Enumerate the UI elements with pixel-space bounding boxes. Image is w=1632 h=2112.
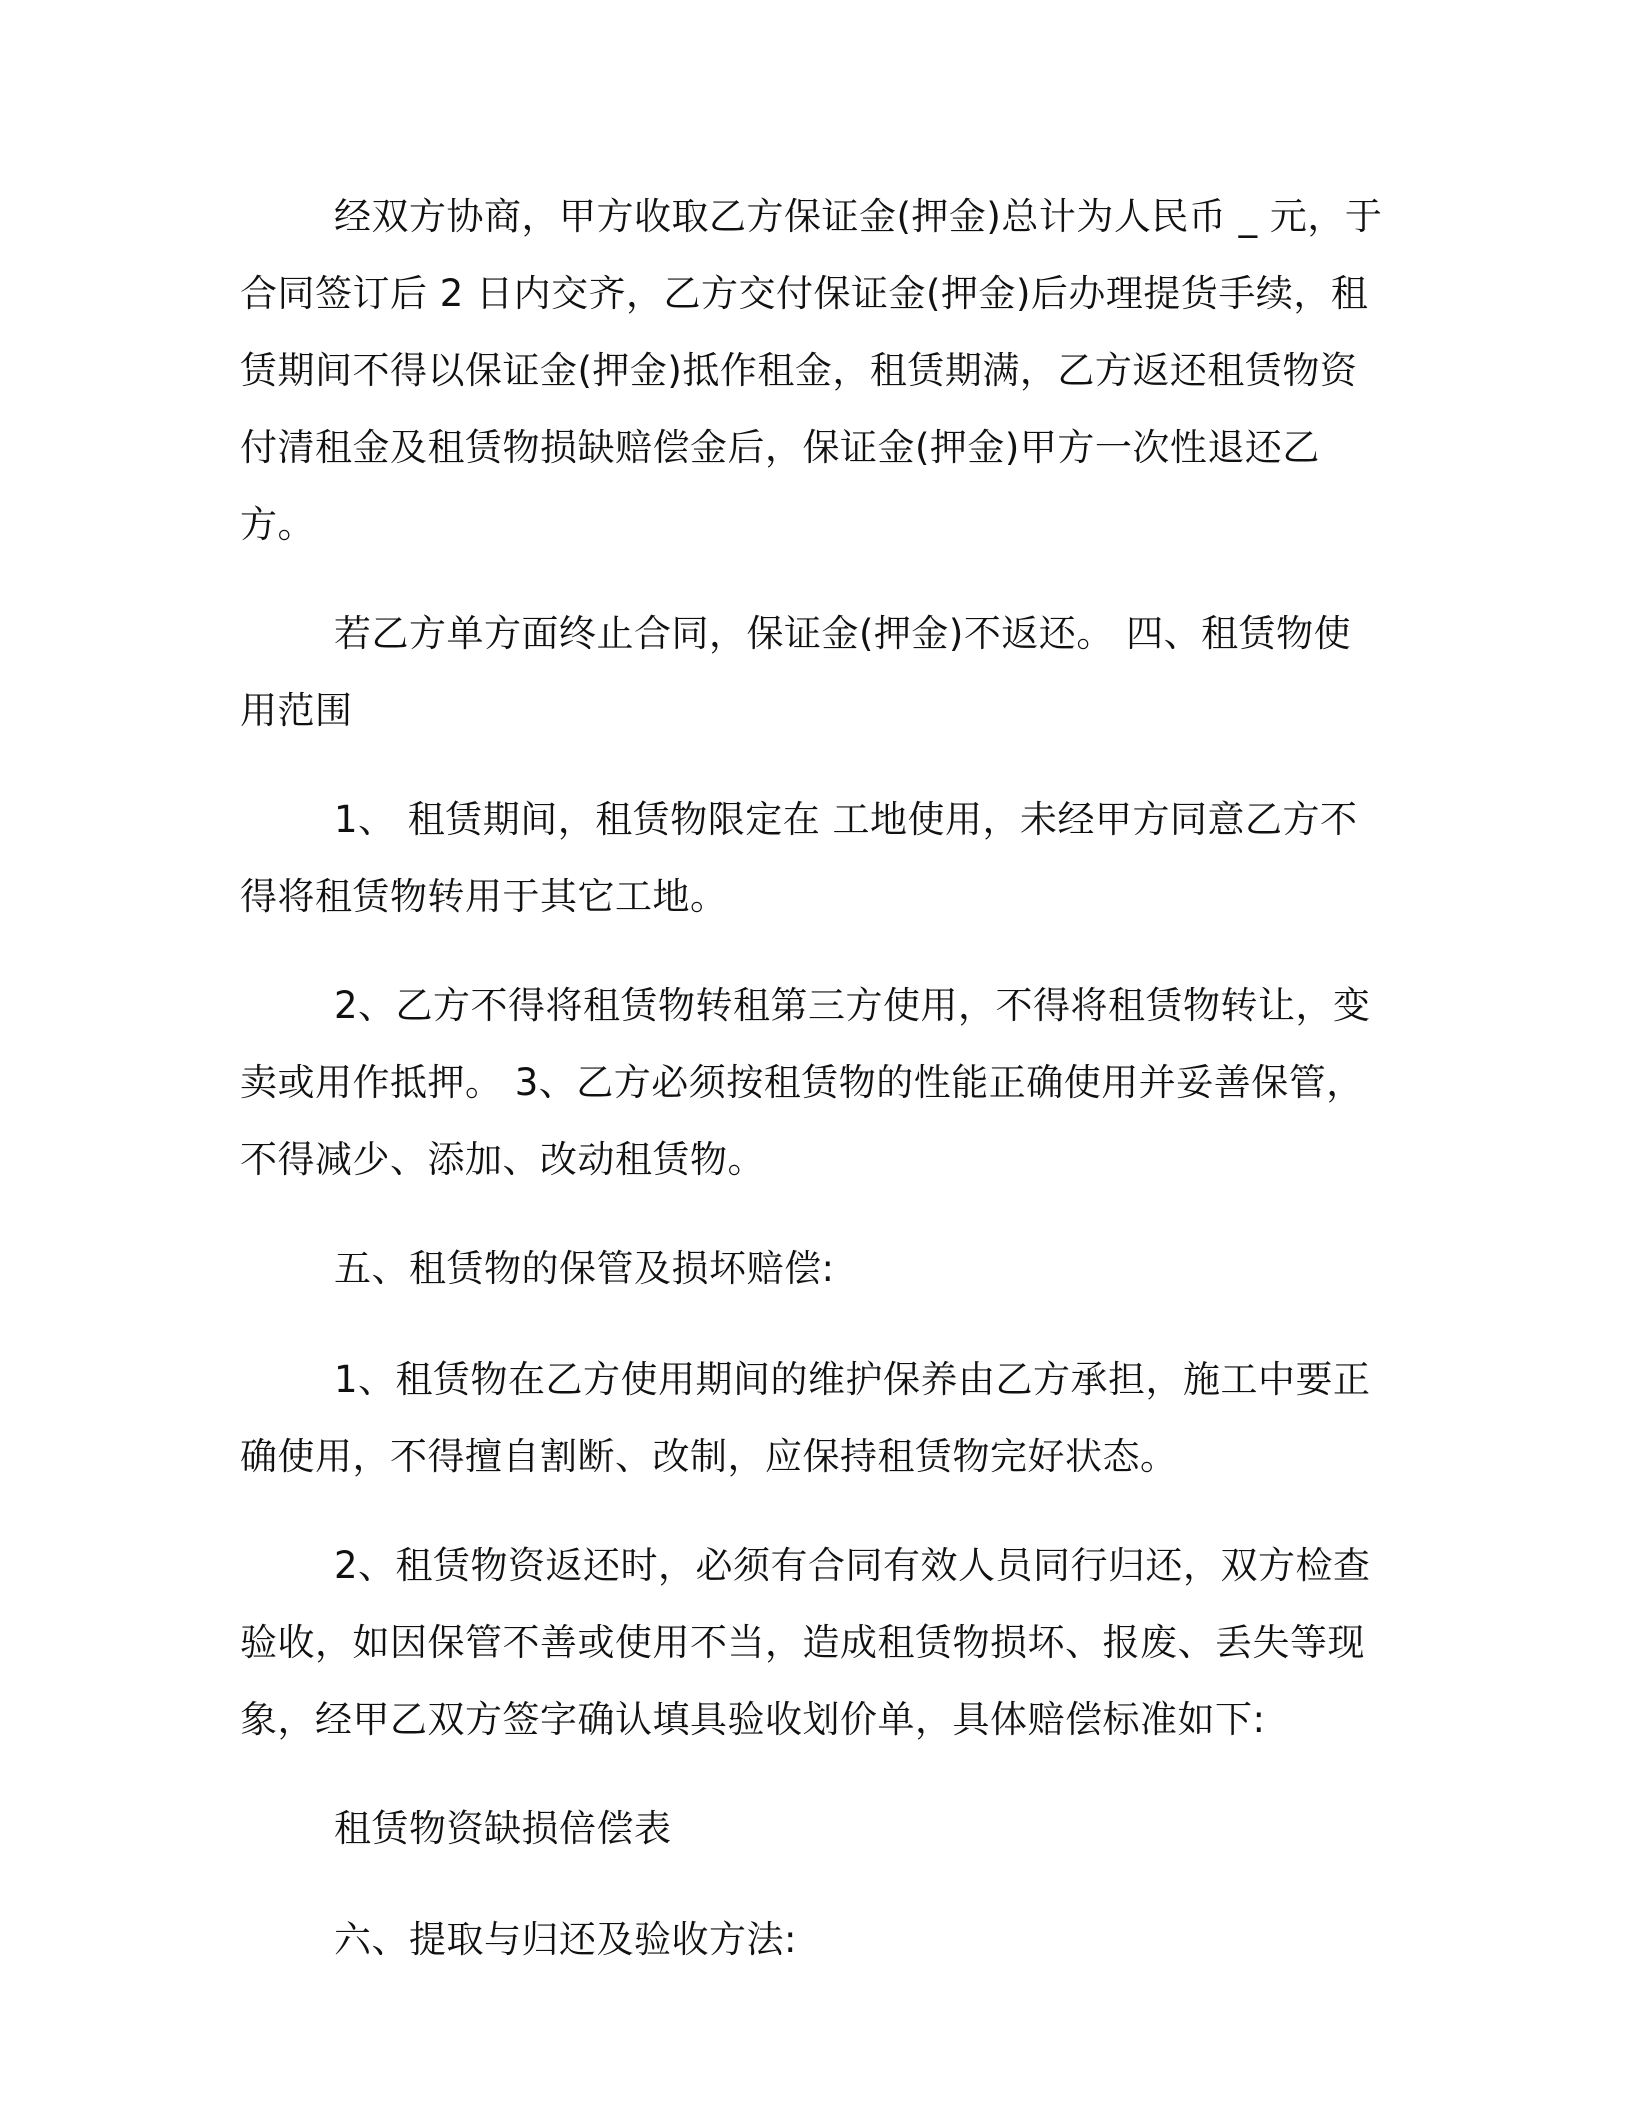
paragraph-custody-item-1: 1、租赁物在乙方使用期间的维护保养由乙方承担，施工中要正确使用，不得擅自割断、改制，应保持租赁物完好状态。 (240, 1358, 1371, 1478)
section-heading-custody-damage: 五、租赁物的保管及损坏赔偿: (334, 1247, 835, 1290)
table-caption-compensation: 租赁物资缺损倍偿表 (334, 1807, 672, 1850)
paragraph-deposit: 经双方协商，甲方收取乙方保证金(押金)总计为人民币 _ 元，于合同签订后 2 日内交齐，乙方交付保证金(押金)后办理提货手续，租赁期间不得以保证金(押金)抵作租金，租赁期满，乙方返还租赁物资付清租金及租赁物损缺赔偿金后，保证金(押金)甲方一次性退还乙方。 (240, 195, 1383, 546)
section-heading-pickup-return: 六、提取与归还及验收方法: (334, 1918, 797, 1961)
paragraph-custody-item-2: 2、租赁物资返还时，必须有合同有效人员同行归还，双方检查验收，如因保管不善或使用不当，造成租赁物损坏、报废、丢失等现象，经甲乙双方签字确认填具验收划价单，具体赔偿标准如下: (240, 1544, 1371, 1741)
document-body (240, 178, 1388, 2012)
paragraph-scope-item-1: 1、 租赁期间，租赁物限定在 工地使用，未经甲方同意乙方不得将租赁物转用于其它工地。 (240, 798, 1358, 918)
paragraph-termination-and-scope: 若乙方单方面终止合同，保证金(押金)不返还。 四、租赁物使用范围 (240, 612, 1352, 732)
paragraph-scope-items-2-3: 2、乙方不得将租赁物转租第三方使用，不得将租赁物转让，变卖或用作抵押。 3、乙方必须按租赁物的性能正确使用并妥善保管，不得减少、添加、改动租赁物。 (240, 984, 1371, 1181)
